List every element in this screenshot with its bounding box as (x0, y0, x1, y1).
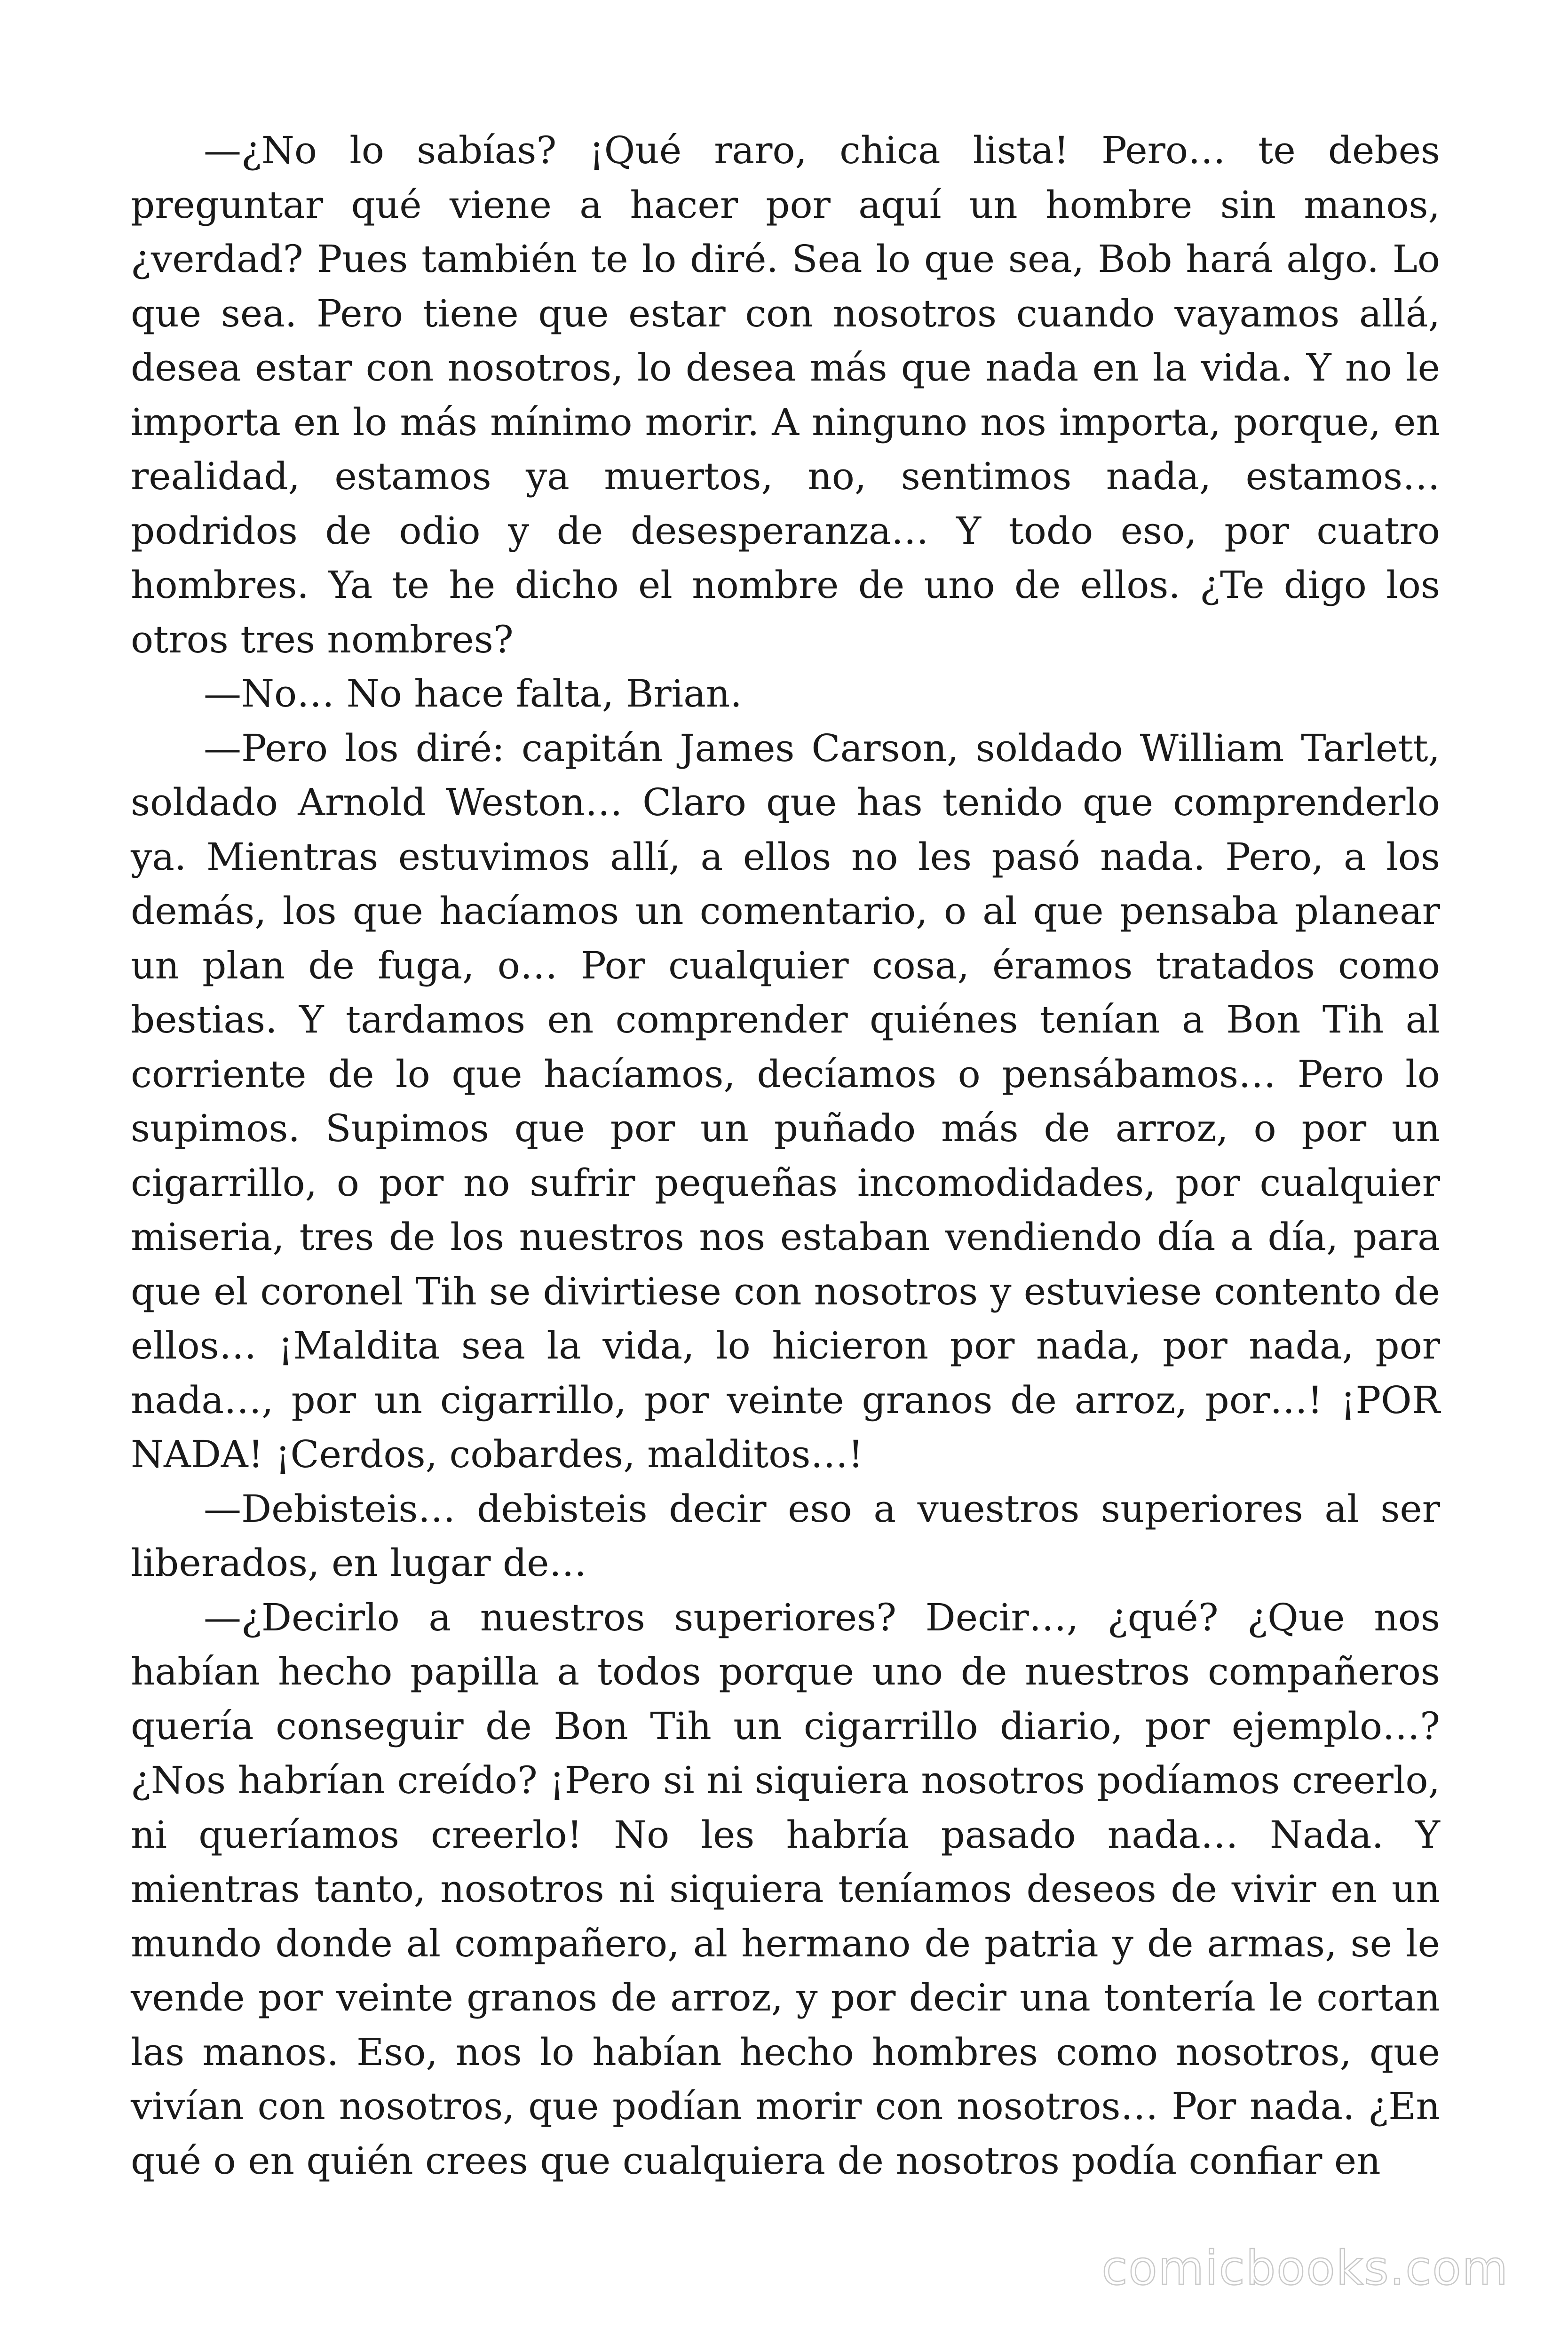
paragraph: —Pero los diré: capitán James Carson, soldado William Tarlett, soldado Arnold Weston… Claro que has tenido que comprenderlo ya. Mientras estuvimos allí, a ellos no les pasó nada. Pero, a los demás, los que hacíamos un comentario, o al que pensaba planear un plan de fuga, o… Por cualquier cosa, éramos tratados como bestias. Y tardamos en comprender quiénes tenían a Bon Tih al corriente de lo que hacíamos, decíamos o pensábamos… Pero lo supimos. Supimos que por un puñado más de arroz, o por un cigarrillo, o por no sufrir pequeñas incomodidades, por cualquier miseria, tres de los nuestros nos estaban vendiendo día a día, para que el coronel Tih se divirtiese con nosotros y estuviese contento de ellos… ¡Maldita sea la vida, lo hicieron por nada, por nada, por nada…, por un cigarrillo, por veinte granos de arroz, por…! ¡POR NADA! ¡Cerdos, cobardes, malditos…! (131, 726, 1440, 1476)
paragraph: —No… No hace falta, Brian. (204, 672, 742, 715)
watermark: comicbooks.com (1101, 2241, 1509, 2296)
paragraph: —¿No lo sabías? ¡Qué raro, chica lista! Pero… te debes preguntar qué viene a hacer por aquí un hombre sin manos, ¿verdad? Pues también te lo diré. Sea lo que sea, Bob hará algo. Lo que sea. Pero tiene que estar con nosotros cuando vayamos allá, desea estar con nosotros, lo desea más que nada en la vida. Y no le importa en lo más mínimo morir. A ninguno nos importa, porque, en realidad, estamos ya muertos, no, sentimos nada, estamos… podridos de odio y de desesperanza… Y todo eso, por cuatro hombres. Ya te he dicho el nombre de uno de ellos. ¿Te digo los otros tres nombres? (131, 128, 1440, 661)
paragraph: —Debisteis… debisteis decir eso a vuestros superiores al ser liberados, en lugar de… (131, 1486, 1440, 1585)
paragraph: —¿Decirlo a nuestros superiores? Decir…, ¿qué? ¿Que nos habían hecho papilla a todos porque uno de nuestros compañeros quería conseguir de Bon Tih un cigarrillo diario, por ejemplo…? ¿Nos habrían creído? ¡Pero si ni siquiera nosotros podíamos creerlo, ni queríamos creerlo! No les habría pasado nada… Nada. Y mientras tanto, nosotros ni siquiera teníamos deseos de vivir en un mundo donde al compañero, al hermano de patria y de armas, se le vende por veinte granos de arroz, y por decir una tontería le cortan las manos. Eso, nos lo habían hecho hombres como nosotros, que vivían con nosotros, que podían morir con nosotros… Por nada. ¿En qué o en quién crees que cualquiera de nosotros podía confiar en (131, 1595, 1440, 2183)
page-body (131, 123, 1440, 2188)
